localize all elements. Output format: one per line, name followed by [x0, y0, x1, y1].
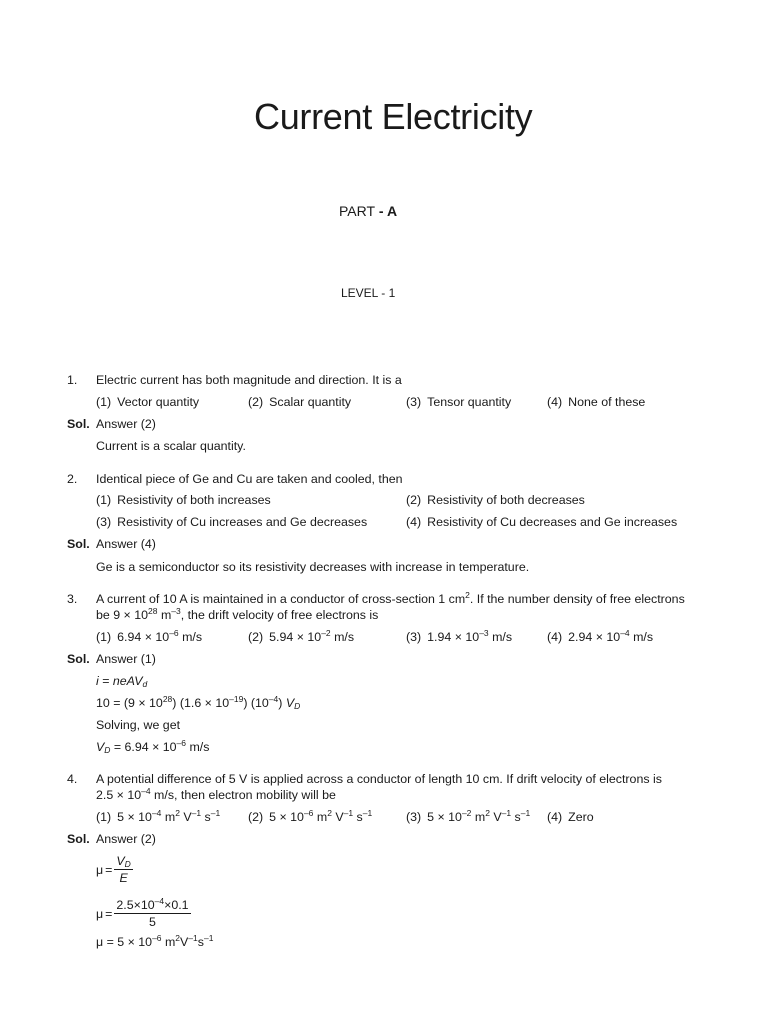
text: , the drift velocity of free electrons is: [180, 608, 379, 622]
sub-d: D: [294, 701, 301, 711]
q2-explanation: Ge is a semiconductor so its resistivity decreases with increase in temperature.: [96, 560, 530, 574]
text: V: [489, 810, 502, 824]
option-number: (3): [406, 395, 422, 409]
text: ×0.1: [164, 898, 189, 912]
superscript: 28: [148, 606, 158, 616]
fraction-numerator: [114, 854, 132, 870]
q4-option-4: [547, 810, 594, 824]
q1-number: 1.: [67, 373, 78, 387]
exponent: –6: [169, 628, 179, 638]
exponent: –1: [203, 933, 214, 943]
option-text: Resistivity of both decreases: [427, 493, 585, 507]
exponent: –1: [191, 808, 202, 818]
q4-mobility-substitution: [96, 898, 191, 929]
sub-d: d: [142, 679, 148, 689]
exponent: –6: [176, 738, 187, 748]
q4-answer: Answer (2): [96, 832, 156, 846]
exponent: –3: [479, 628, 489, 638]
exponent: –4: [151, 808, 162, 818]
text: m: [157, 608, 172, 622]
fraction-substitution: [114, 898, 190, 929]
option-value: 2.94 × 10: [568, 630, 621, 644]
exponent: –6: [152, 933, 162, 943]
sub-d: D: [104, 745, 111, 755]
text: m/s, then electron mobility will be: [150, 788, 336, 802]
q3-text-line2: [96, 608, 378, 622]
unit: m/s: [178, 630, 203, 644]
var-v: V: [96, 740, 105, 754]
text: m: [161, 935, 176, 949]
q4-number: 4.: [67, 772, 78, 786]
q4-option-2: [248, 810, 372, 824]
option-number: (2): [248, 810, 264, 824]
text: ) (10: [243, 696, 269, 710]
option-number: (1): [96, 810, 112, 824]
part-prefix: PART: [339, 203, 376, 219]
option-number: (3): [406, 810, 422, 824]
exponent: –2: [321, 628, 331, 638]
option-text: Tensor quantity: [427, 395, 512, 409]
text: be 9 × 10: [96, 608, 149, 622]
exponent: –1: [210, 808, 221, 818]
unit: m/s: [629, 630, 654, 644]
q3-text-line1: [96, 592, 685, 606]
fraction-denominator: [114, 870, 132, 885]
text: V: [179, 810, 192, 824]
text: 2.5 × 10: [96, 788, 142, 802]
exponent: 2: [485, 808, 490, 818]
q3-option-2: [248, 630, 354, 644]
text: = 5 × 10: [103, 935, 153, 949]
exponent: 28: [162, 694, 173, 704]
exponent: 2: [175, 808, 180, 818]
text: . If the number density of free electrons: [469, 592, 685, 606]
q4-text-line1: A potential difference of 5 V is applied across a conductor of length 10 cm. If drift velocity of electrons is: [96, 772, 662, 786]
q1-text: Electric current has both magnitude and direction. It is a: [96, 373, 402, 387]
q1-option-2: [248, 395, 351, 409]
option-text: Scalar quantity: [269, 395, 352, 409]
exponent: –2: [461, 808, 472, 818]
q2-sol-label: Sol.: [67, 537, 90, 551]
text: 5 × 10: [117, 810, 152, 824]
q4-text-line2: [96, 788, 336, 802]
exponent: –1: [343, 808, 354, 818]
exponent: –1: [520, 808, 531, 818]
var-neav: neAV: [112, 674, 143, 688]
exponent: 2: [327, 808, 332, 818]
exponent: –1: [188, 933, 198, 943]
text: ) (1.6 × 10: [172, 696, 230, 710]
q1-explanation: Current is a scalar quantity.: [96, 439, 246, 453]
mu-symbol: μ: [96, 862, 104, 877]
option-text: Resistivity of Cu increases and Ge decreases: [117, 515, 368, 529]
option-value: 1.94 × 10: [427, 630, 480, 644]
option-value: 6.94 × 10: [117, 630, 170, 644]
exponent: –6: [303, 808, 314, 818]
q3-option-1: [96, 630, 202, 644]
subscript: [125, 859, 131, 869]
option-number: (3): [96, 515, 112, 529]
option-number: (4): [406, 515, 422, 529]
q2-number: 2.: [67, 472, 78, 486]
subscript: [143, 679, 148, 689]
sub-d: D: [124, 859, 131, 869]
text: 5 × 10: [427, 810, 462, 824]
option-number: (1): [96, 630, 112, 644]
part-letter: A: [386, 203, 398, 219]
q1-answer: Answer (2): [96, 417, 156, 431]
q3-option-3: [406, 630, 512, 644]
text: 10 = (9 × 10: [96, 696, 163, 710]
q1-sol-label: Sol.: [67, 417, 90, 431]
text: s: [353, 810, 363, 824]
text: A current of 10 A is maintained in a conductor of cross-section 1 cm: [96, 592, 466, 606]
equals: =: [105, 862, 113, 877]
q2-option-1: [96, 493, 271, 507]
text: s: [201, 810, 211, 824]
q1-option-4: [547, 395, 645, 409]
option-number: (4): [547, 395, 563, 409]
q2-answer: Answer (4): [96, 537, 156, 551]
option-number: (2): [248, 395, 264, 409]
var-v: V: [285, 696, 295, 710]
text: 2.5×10: [116, 898, 155, 912]
option-number: (2): [406, 493, 422, 507]
q4-sol-label: Sol.: [67, 832, 90, 846]
fraction-vd-over-e: [114, 854, 132, 885]
text: s: [511, 810, 521, 824]
var-i: i: [96, 674, 99, 688]
var-v: V: [116, 854, 125, 868]
q1-option-3: [406, 395, 511, 409]
part-separator: -: [375, 203, 387, 219]
mu-symbol: μ: [96, 935, 104, 949]
q3-equation-1: [96, 674, 147, 688]
text: ): [278, 696, 286, 710]
option-number: (4): [547, 630, 563, 644]
q2-option-4: [406, 515, 677, 529]
equals: =: [98, 674, 113, 688]
q3-equation-2: [96, 696, 300, 710]
q4-mobility-formula: [96, 854, 133, 885]
option-number: (1): [96, 395, 112, 409]
text: m: [161, 810, 176, 824]
q3-answer: Answer (1): [96, 652, 156, 666]
text: V: [180, 935, 189, 949]
text: V: [331, 810, 344, 824]
q3-equation-3: [96, 740, 209, 754]
fraction-numerator: [114, 898, 190, 914]
exponent: –4: [268, 694, 279, 704]
fraction-denominator: 5: [149, 915, 156, 929]
exponent: –4: [141, 786, 151, 796]
q3-solving: Solving, we get: [96, 718, 181, 732]
unit: m/s: [488, 630, 513, 644]
q1-option-1: [96, 395, 199, 409]
exponent: 2: [175, 933, 181, 943]
q3-option-4: [547, 630, 653, 644]
part-heading: [339, 203, 397, 219]
q2-option-3: [96, 515, 367, 529]
q4-mobility-result: [96, 935, 213, 949]
exponent: –4: [620, 628, 630, 638]
option-number: (4): [547, 810, 563, 824]
option-text: Vector quantity: [117, 395, 200, 409]
q2-text: Identical piece of Ge and Cu are taken and cooled, then: [96, 472, 403, 486]
q4-option-1: [96, 810, 220, 824]
option-value: 5.94 × 10: [269, 630, 322, 644]
q2-option-2: [406, 493, 585, 507]
page-title: Current Electricity: [254, 96, 533, 137]
text: 5 × 10: [269, 810, 304, 824]
q3-sol-label: Sol.: [67, 652, 90, 666]
option-number: (3): [406, 630, 422, 644]
exponent: –4: [154, 896, 165, 906]
option-text: Resistivity of Cu decreases and Ge increases: [427, 515, 678, 529]
text: m: [471, 810, 486, 824]
option-text: Zero: [568, 810, 594, 824]
equals: =: [105, 906, 113, 921]
text: m/s: [186, 740, 210, 754]
option-text: None of these: [568, 395, 646, 409]
exponent: –1: [362, 808, 373, 818]
exponent: –19: [229, 694, 244, 704]
superscript: 2: [465, 590, 470, 600]
option-text: Resistivity of both increases: [117, 493, 271, 507]
var-e: E: [119, 871, 128, 885]
text: m: [313, 810, 328, 824]
option-number: (2): [248, 630, 264, 644]
option-number: (1): [96, 493, 112, 507]
mu-symbol: μ: [96, 906, 104, 921]
q3-number: 3.: [67, 592, 78, 606]
text: s: [197, 935, 204, 949]
exponent: –1: [501, 808, 512, 818]
subscript: [294, 701, 300, 711]
q4-option-3: [406, 810, 530, 824]
text: = 6.94 × 10: [110, 740, 177, 754]
level-heading: LEVEL - 1: [341, 286, 396, 300]
unit: m/s: [330, 630, 355, 644]
superscript: –3: [171, 606, 181, 616]
